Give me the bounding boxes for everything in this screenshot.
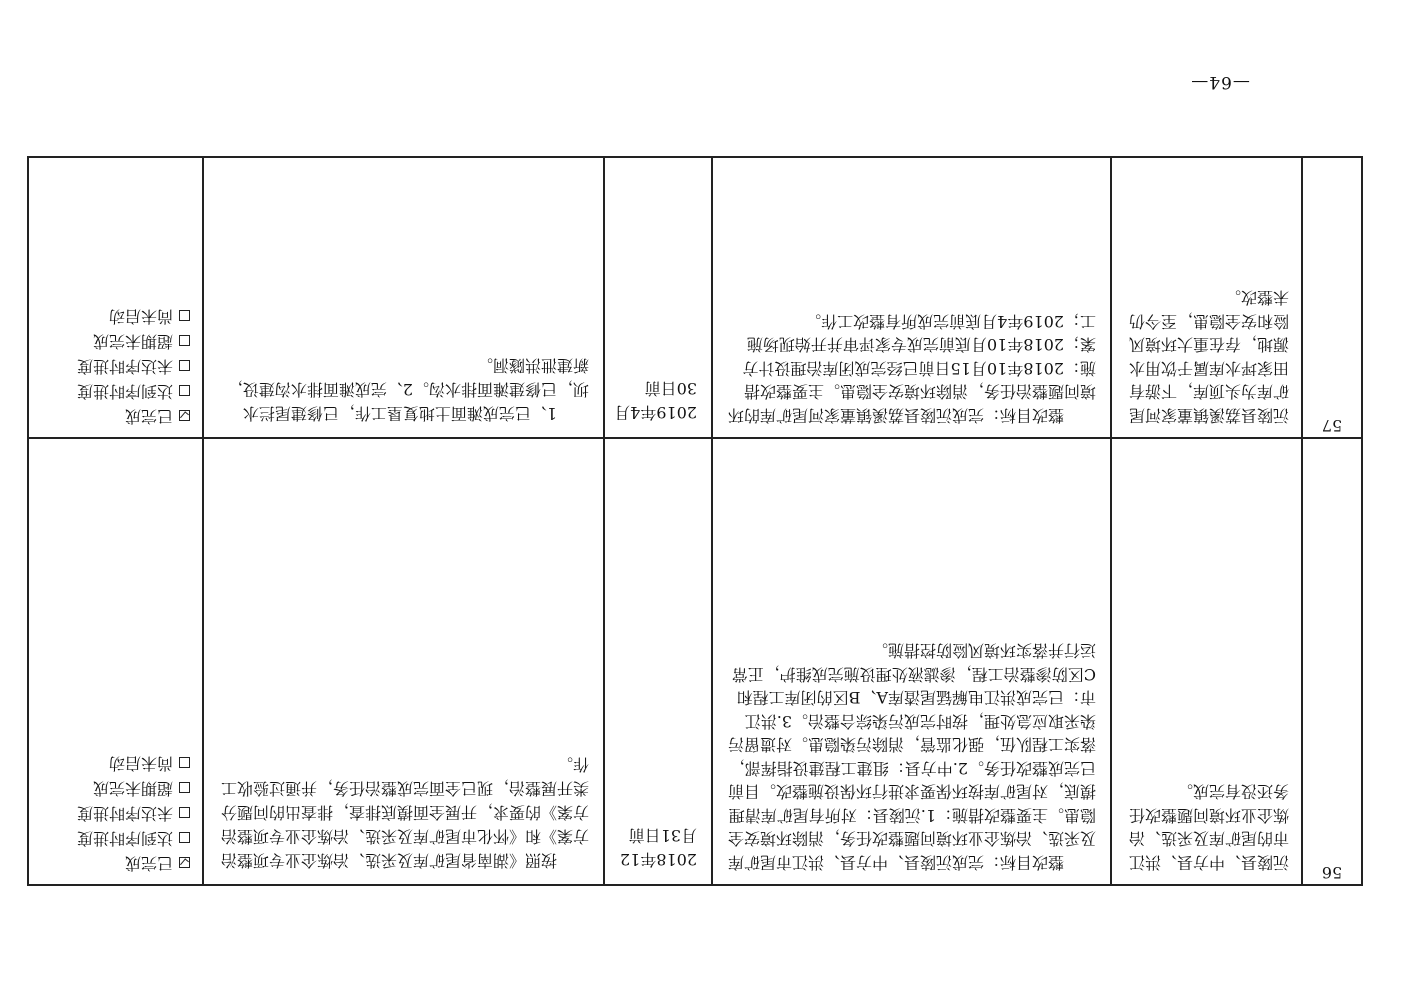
plan-text: 整改目标：完成沅陵县荔溪镇董家河尾矿库的环境问题整治任务，消除环境安全隐患。主要整改措施：2018年10月15日前已经完成闭库治理设计方案；2018年10月底前完成专家评审并开始现场施工；2019年4月底前完成所有整改工作。 [727,311,1096,425]
deadline-cell [604,157,712,438]
checkbox-icon [179,832,190,843]
checkbox-icon [179,757,190,768]
row-number: 56 [1321,863,1343,882]
checked-box-icon [179,857,190,868]
checkbox-icon [179,807,190,818]
plan-text: 整改目标：完成沅陵县、中方县、洪江市尾矿库及采选、冶炼企业环境问题整改任务，消除环境安全隐患。主要整改措施：1.沅陵县：对所有尾矿库清理摸底，对尾矿库按环保要求进行环保设施整改。目前已完成整改任务。2.中方县：组建工程建设指挥部，落实工程队伍，强化监管，消除污染隐患。对遗留污染采取应急处理，按时完成污染综合整治。3.洪江市：已完成洪江电解锰尾渣库A、B区的闭库工程和C区防渗整治工程，渗滤液处理设施完成维护，正常运行并落实环境风险防控措施。 [727,641,1096,872]
plan-cell [712,438,1111,885]
checkbox-icon [179,335,190,346]
status-option-completed: 已完成 [37,404,190,429]
issue-cell [1111,157,1302,438]
checkbox-icon [179,310,190,321]
row-number: 57 [1321,415,1343,435]
row-number-cell [1302,438,1362,885]
status-option-on-schedule: 达到序时进度 [37,379,190,404]
plan-cell [712,157,1111,438]
deadline-cell [604,438,712,885]
checked-box-icon [179,410,190,421]
deadline-text: 2018年12月31日前 [619,826,697,869]
status-option-overdue: 超期未完成 [37,776,190,801]
measures-text: 1、已完成滩面土地复垦工作，已修建尾拦水坝，已修建滩面排水沟。2、完成滩面排水沟建设，新建泄洪隧洞。 [226,355,589,423]
table-row [28,157,1362,438]
status-option-not-started: 尚未启动 [37,304,190,329]
page-number: —64— [1190,72,1250,92]
status-cell [28,157,203,438]
measures-cell [203,157,604,438]
status-option-on-schedule: 达到序时进度 [37,826,190,851]
status-option-overdue: 超期未完成 [37,329,190,354]
rectification-table [27,156,1363,886]
measures-cell [203,438,604,885]
deadline-text: 2019年4月30日前 [614,378,697,422]
table-row [28,438,1362,885]
status-option-behind-schedule: 未达序时进度 [37,801,190,826]
status-option-behind-schedule: 未达序时进度 [37,354,190,379]
issue-text: 沅陵县荔溪镇董家河尾矿库为头顶库，下游有田家坪水库属于饮用水源地，存在重大环境风险和安全隐患，至今仍未整改。 [1128,288,1289,425]
row-number-cell [1302,157,1362,438]
status-option-not-started: 尚未启动 [37,751,190,776]
issue-cell [1111,438,1302,885]
checkbox-icon [179,385,190,396]
checkbox-icon [179,782,190,793]
measures-text: 按照《湖南省尾矿库及采选、冶炼企业专项整治方案》和《怀化市尾矿库及采选、冶炼企业专项整治方案》的要求，开展全面摸底排查，排查出的问题分类开展整治，现已全面完成整治任务，并通过验收工作。 [220,755,589,870]
issue-text: 沅陵县、中方县、洪江市的尾矿库及采选、冶炼企业环境问题整改任务还没有完成。 [1128,782,1289,872]
checkbox-icon [179,360,190,371]
status-option-completed: 已完成 [37,851,190,876]
status-cell [28,438,203,885]
